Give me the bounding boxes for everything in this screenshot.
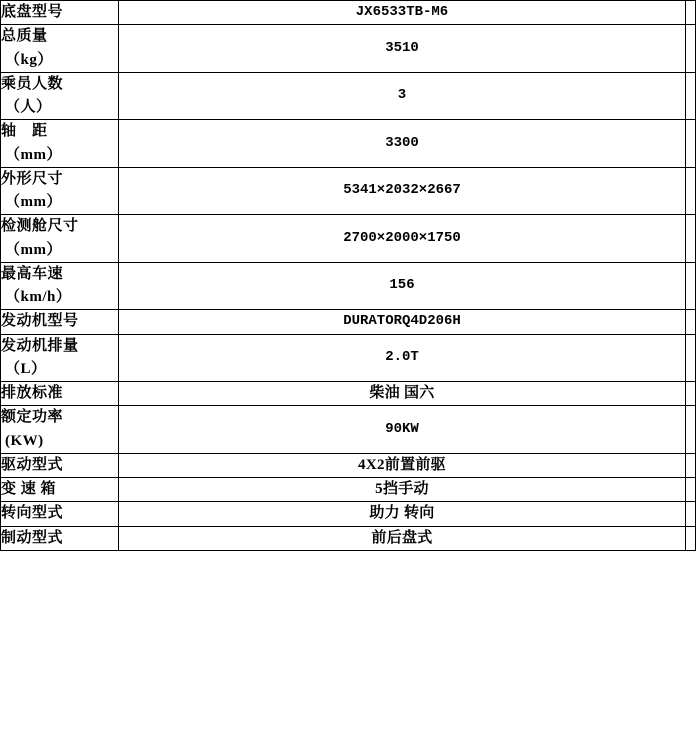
row-label (1, 502, 119, 526)
label-line-1: 总质量 (1, 28, 48, 45)
label-line-1: 轴 距 (1, 123, 48, 140)
label-line-1: 最高车速 (1, 265, 64, 282)
label-line-2: （km/h） (5, 289, 72, 305)
table-row (1, 478, 696, 502)
row-value: 柴油 国六 (119, 382, 686, 406)
table-row (1, 120, 696, 168)
row-value: 3 (119, 72, 686, 120)
row-tail-cell (686, 262, 696, 310)
row-label (1, 478, 119, 502)
label-line-1: 转向型式 (1, 505, 64, 522)
label-line-2: （mm） (5, 241, 62, 258)
label-line-1: 发动机型号 (1, 313, 79, 330)
table-row (1, 382, 696, 406)
row-value: JX6533TB-M6 (119, 1, 686, 25)
table-row (1, 215, 696, 263)
row-label (1, 215, 119, 263)
label-line-1: 驱动型式 (1, 456, 64, 473)
row-value: 5挡手动 (119, 478, 686, 502)
row-tail-cell (686, 406, 696, 454)
row-tail-cell (686, 1, 696, 25)
row-label (1, 526, 119, 550)
row-tail-cell (686, 478, 696, 502)
row-label (1, 72, 119, 120)
row-value: DURATORQ4D206H (119, 310, 686, 334)
table-row (1, 334, 696, 382)
label-line-1: 额定功率 (1, 409, 64, 426)
table-row (1, 453, 696, 477)
row-tail-cell (686, 453, 696, 477)
label-line-1: 检测舱尺寸 (1, 218, 79, 235)
label-line-1: 底盘型号 (1, 4, 64, 20)
row-value: 5341×2032×2667 (119, 167, 686, 215)
row-tail-cell (686, 502, 696, 526)
label-line-2: （mm） (5, 194, 62, 210)
label-line-1: 发动机排量 (1, 337, 79, 354)
row-label (1, 334, 119, 382)
row-label (1, 453, 119, 477)
row-tail-cell (686, 72, 696, 120)
row-tail-cell (686, 215, 696, 263)
row-label (1, 1, 119, 25)
label-line-1: 乘员人数 (1, 75, 64, 92)
table-body (1, 1, 696, 551)
label-line-1: 排放标准 (1, 385, 64, 401)
row-tail-cell (686, 382, 696, 406)
label-line-2: （kg） (5, 51, 53, 68)
label-line-1: 变 速 箱 (1, 481, 57, 497)
row-label (1, 406, 119, 454)
row-label (1, 310, 119, 334)
row-tail-cell (686, 310, 696, 334)
label-line-1: 外形尺寸 (1, 170, 64, 187)
row-tail-cell (686, 25, 696, 73)
row-label (1, 382, 119, 406)
label-line-2: （mm） (5, 146, 62, 163)
table-row (1, 1, 696, 25)
table-row (1, 167, 696, 215)
row-tail-cell (686, 120, 696, 168)
row-tail-cell (686, 334, 696, 382)
row-label (1, 25, 119, 73)
row-value: 前后盘式 (119, 526, 686, 550)
table-row (1, 25, 696, 73)
row-value: 3510 (119, 25, 686, 73)
row-label (1, 120, 119, 168)
row-tail-cell (686, 526, 696, 550)
table-row (1, 310, 696, 334)
label-line-2: （L） (5, 360, 47, 377)
label-line-2: （人） (5, 99, 52, 115)
row-value: 2700×2000×1750 (119, 215, 686, 263)
table-row (1, 72, 696, 120)
row-label (1, 167, 119, 215)
row-value: 90KW (119, 406, 686, 454)
row-tail-cell (686, 167, 696, 215)
row-value: 助力 转向 (119, 502, 686, 526)
label-line-2: (KW) (5, 432, 44, 449)
row-value: 3300 (119, 120, 686, 168)
row-value: 4X2前置前驱 (119, 453, 686, 477)
table-row (1, 262, 696, 310)
row-value: 2.0T (119, 334, 686, 382)
label-line-1: 制动型式 (1, 529, 64, 546)
table-row (1, 406, 696, 454)
row-label (1, 262, 119, 310)
row-value: 156 (119, 262, 686, 310)
table-row (1, 502, 696, 526)
table-row (1, 526, 696, 550)
